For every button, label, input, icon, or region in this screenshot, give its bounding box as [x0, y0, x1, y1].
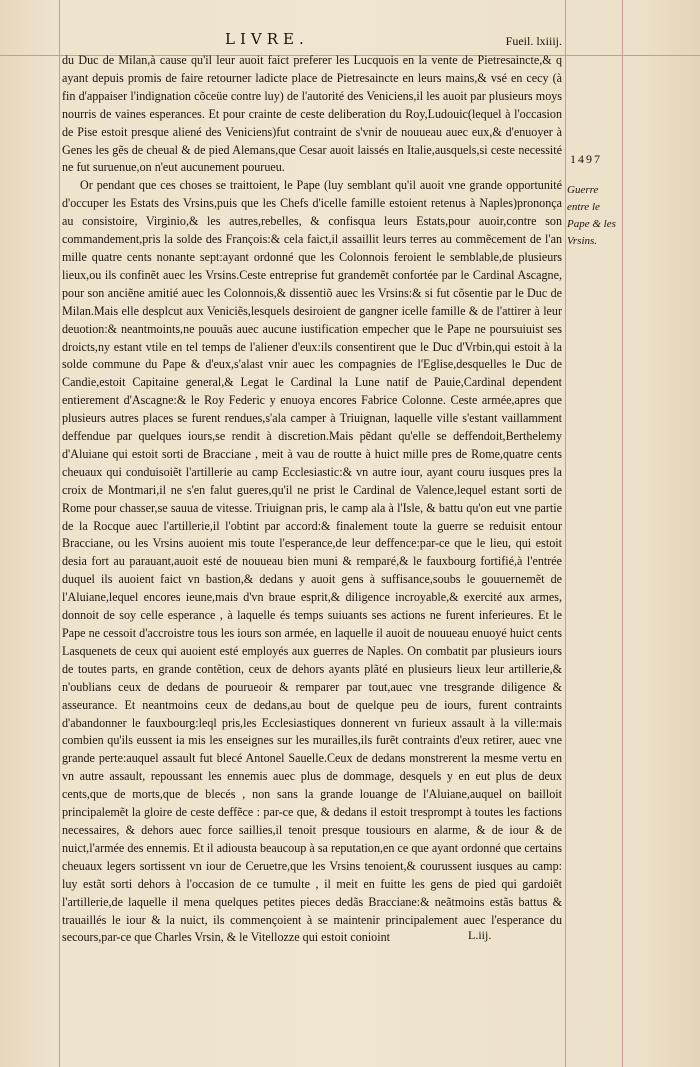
signature-mark: L.iij. [468, 928, 492, 942]
paragraph-1: du Duc de Milan,à cause qu'il leur auoit faict preferer les Lucquois en la vente de Pietresaincte,& q ayant depuis promis de faire retourner ladicte place de Pietresaincte en leurs mains,& vsé en cecy (à fin d'appaiser l'indignation cõceüe contre luy) de l'autorité des Veniciens,il les auoit par plusieurs moys nourris de vaines esperances. Et pour crainte de ceste deliberation du Roy,Ludouic(lequel à l'occasion de Pise estoit presque aliené des Veniciens)fut contraint de s'vnir de nouueau auec eux,& d'enuoyer à Genes les gẽs de cheual & de pied Alemans,que Cesar auoit laissés en Italie,ausquels,si ceste necessité ne fut suruenue,on n'eut aucunement pourueu. [62, 53, 562, 175]
left-margin-rule [59, 0, 60, 1067]
running-head: LIVRE. [225, 30, 309, 48]
main-text-block [62, 52, 562, 947]
folio-number: Fueil. lxiiij. [505, 34, 562, 48]
text-block-right-rule [565, 0, 566, 1067]
paragraph-2: Or pendant que ces choses se traittoient, le Pape (luy semblant qu'il auoit vne grande opportunité d'occuper les Estats des Vrsins,puis que les Chefs d'icelle famille estoient retenus à Naples)prononça au consistoire, Virginio,& les autres,rebelles, & confisqua leurs Estats,pour auoir,contre son commandement,pris la solde des François:& cela faict,il assaillit leurs terres au commẽcement de l'an mille quatre cents nonante sept:ayant ordonné que les Colonnois feroient le semblable,de plusieurs lieux,ou ils confinẽt auec les Vrsins.Ceste entreprise fut grandemẽt confortée par le Cardinal Ascagne, pour son anciẽne amitié auec les Colonnois,& dissentiõ auec les Vrsins:& si fut cõsentie par le Duc de Milan.Mais elle desplcut aux Veniciẽs,lesquels desiroient de gangner icelle famille & de l'attirer à leur deuotion:& neantmoints,ne pouuãs auec aucune iustification empecher que le Pape ne poursuiuist ses droicts,ny estant vtile en tel temps de l'aliener d'eux:ils consentirent que le Duc d'Vrbin,qui estoit à la solde commune du Pape & d'eux,s'alast vnir auec les compagnies de l'Eglise,desquelles le Duc de Candie,estoit Capitaine general,& Legat le Cardinal la Lune natif de Pauie,Cardinal dependent entierement d'Ascagne:& le Roy Federic y enuoya encores Fabrice Colonne. Ceste armée,apres que plusieurs autres places se furent rendues,s'ala camper à Triuignan, laquelle ville s'estant vaillamment deffendue par quelques iours,se rendit à discretion.Mais pẽdant qu'elle se deffendoit,Berthelemy d'Aluiane qui estoit sorti de Bracciane , meit à vau de routte à huict mille pres de Rome,quatre cents cheuaux qui conduisoiẽt l'artillerie au camp Ecclesiastic:& vn autre iour, ayant couru iusques pres la croix de Montmari,il ne s'en falut gueres,qu'il ne prist le Cardinal de Valence,lequel estant sorti de Rome pour chasser,se sauua de vitesse. Triuignan pris, le camp ala à l'Isle, & battu qu'on eut vne partie de la Rocque auec l'artillerie,il l'obtint par accord:& finalement toute la guerre se reduisit entour Bracciane, ou les Vrsins auoient mis toute l'esperance,de leur deffence:par-ce que le lieu, qui estoit desia fort au parauant,auoit esté de nouueau bien muni & remparé,& le fauxbourg fortifié,à l'entrée duquel ils auoient faict vn bastion,& dedans y auoit gens à suffisance,soubs le gouuernemẽt de l'Aluiane,lequel encores ieune,mais d'vn braue esprit,& diligence incroyable,& exercité aux armes, donnoit de soy celle esperance , à laquelle és temps suiuants ses actions ne furent inferieures. Et le Pape ne cessoit d'accroistre tous les iours son armée, en laquelle il auoit de nouueau enuoyé huict cents Lasquenets de ceux qui auoient esté employés aux guerres de Naples. On combatit par plusieurs iours de toutes parts, en grande contẽtion, ceux de dehors ayants plãté en plusieurs lieux leur artillerie,& n'oublians ceux de dedans de pourueoir & remparer par tout,auec vne tresgrande diligence & asseurance. Et neantmoins ceux de dedans,au bout de quelque peu de iours, furent contraints d'abandonner le fauxbourg:leql pris,les Ecclesiastiques donnerent vn furieux assault à la ville:mais combien qu'ils eussent ia mis les enseignes sur les murailles,ils furẽt contraints d'eux retirer, auec vne grande perte:auquel assault fut blecé Antonel Sauelle.Ceux de dedans monstrerent la mesme vertu en vn autre assault, repoussant les ennemis auec plus de dommage, desquels y en eut plus de deux cents,que de morts,que de blecés , non sans la grande louange de l'Aluiane,auquel on bailloit principalemẽt la gloire de ceste deffẽce : par-ce que, & dedans il estoit tresprompt à toutes les factions necessaires, & dehors auec force saillies,il tenoit presque tousiours en alarme, & de iour & de nuict,l'armée des ennemis. Et il adiousta beaucoup à sa reputation,en ce que ayant ordonné que certains cheuaux legers sortissent vn iour de Ceruetre,que les Vrsins tenoient,& courussent iusques au camp: luy estãt sorti dehors à l'occasion de ce tumulte , il meit en fuitte les gens de pied qui gardoiẽt l'artillerie,de laquelle il mena quelques petites pieces dedãs Bracciane:& neãtmoins estãs battus & trauaillés le iour & la nuict, ils commençoient à se maintenir principalement auec l'esperance du secours,par-ce que Charles Vrsin, & le Vitellozze qui estoit conioint [62, 178, 562, 945]
outer-margin-rule [622, 0, 623, 1067]
margin-note: Guerre entre le Pape & les Vrsins. [567, 184, 616, 247]
margin-year: 1497 [570, 152, 602, 166]
